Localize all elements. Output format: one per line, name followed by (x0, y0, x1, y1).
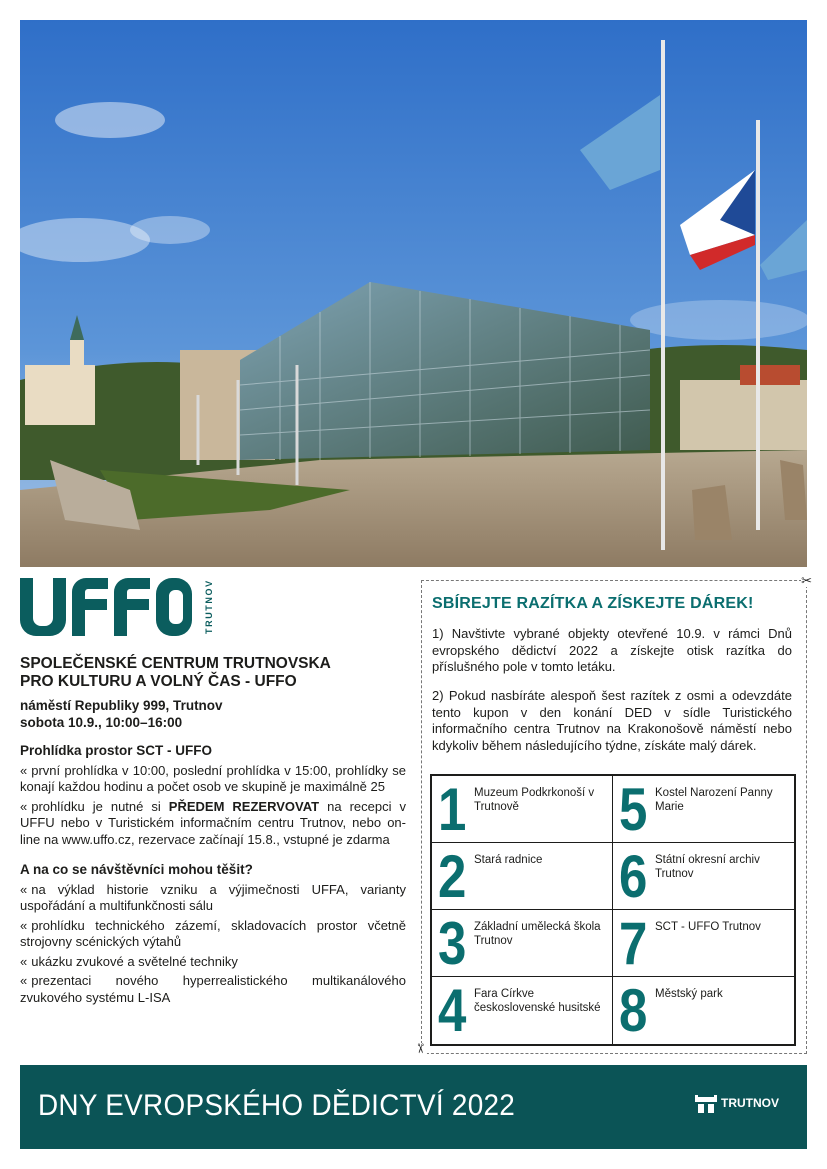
trutnov-logo (695, 1095, 791, 1119)
bullet-mark: « (20, 798, 28, 814)
org-title-line-1: SPOLEČENSKÉ CENTRUM TRUTNOVSKA (20, 655, 331, 672)
expect-item-text: na výklad historie vzniku a výjimečnosti UFFA, varianty uspořádání a multifunkčnosti sálu (20, 881, 406, 913)
event-info (20, 655, 406, 1006)
bullet-mark: « (20, 953, 28, 969)
stamp-number: 6 (619, 843, 648, 910)
town-emblem-icon (695, 1095, 719, 1115)
footer-title: DNY EVROPSKÉHO DĚDICTVÍ 2022 (38, 1089, 516, 1122)
expect-item (20, 954, 406, 971)
event-date: sobota 10.9., 10:00–16:00 (20, 715, 183, 730)
uffo-building-photo (20, 20, 807, 567)
stamp-field[interactable] (613, 977, 794, 1044)
stamp-number: 4 (438, 977, 467, 1044)
org-title-line-2: PRO KULTURU A VOLNÝ ČAS - UFFO (20, 673, 297, 690)
stamp-field[interactable] (432, 977, 613, 1044)
tour-bullet-text: na recepci v UFFU nebo v Turistickém informačním centru Trutnov, nebo on-line na www.uffo.cz, rezervace začínají 15.8., vstupné je zdarma (20, 798, 406, 847)
stamp-number: 3 (438, 910, 467, 977)
stamp-location: SCT - UFFO Trutnov (655, 921, 761, 933)
hero-photo (20, 20, 807, 567)
stamp-field[interactable] (613, 843, 794, 910)
tour-bullet-text: prohlídku je nutné si (31, 798, 161, 814)
scissors-icon: ✂ (801, 573, 812, 588)
stamp-number: 2 (438, 843, 467, 910)
stamp-location: Městský park (655, 988, 723, 1000)
uffo-wordmark (20, 578, 192, 636)
bullet-mark: « (20, 762, 28, 778)
expect-item (20, 882, 406, 915)
stamp-field[interactable] (432, 910, 613, 977)
tour-heading: Prohlídka prostor SCT - UFFO (20, 743, 213, 758)
stamp-field[interactable] (432, 776, 613, 843)
stamp-number: 5 (619, 776, 648, 843)
organization-title (20, 655, 406, 691)
stamp-location: Muzeum Podkrkonoší v Trutnově (474, 787, 595, 813)
expect-heading: A na co se návštěvníci mohou těšit? (20, 862, 253, 877)
footer-banner (20, 1065, 807, 1149)
town-name: TRUTNOV (721, 1096, 779, 1110)
stamp-number: 1 (438, 776, 467, 843)
tour-bullet-2 (20, 799, 406, 849)
uffo-logo (20, 578, 220, 640)
stamp-location: Stará radnice (474, 854, 543, 866)
stamp-coupon (412, 573, 812, 1054)
event-place-time (20, 697, 406, 731)
expect-item-text: prezentaci nového hyperrealistického multikanálového zvukového systému L-ISA (20, 973, 406, 1005)
tour-bullet-1 (20, 763, 406, 796)
stamp-field[interactable] (613, 910, 794, 977)
stamp-field[interactable] (432, 843, 613, 910)
stamp-grid (430, 774, 796, 1046)
event-address: náměstí Republiky 999, Trutnov (20, 698, 223, 713)
expect-item-text: ukázku zvukové a světelné techniky (31, 953, 238, 969)
bullet-mark: « (20, 881, 28, 897)
stamp-number: 7 (619, 910, 648, 977)
stamp-field[interactable] (613, 776, 794, 843)
tour-bullet-text: první prohlídka v 10:00, poslední prohlídka v 15:00, prohlídky se konají každou hodinu a počet osob ve skupině je maximálně 25 (20, 762, 406, 794)
bullet-mark: « (20, 973, 28, 988)
expect-item (20, 918, 406, 951)
stamp-location: Základní umělecká škola Trutnov (474, 921, 601, 947)
reservation-emphasis: PŘEDEM REZERVOVAT (168, 798, 320, 814)
stamp-location: Kostel Narození Panny Marie (655, 787, 773, 813)
coupon-title: SBÍREJTE RAZÍTKA A ZÍSKEJTE DÁREK! (432, 595, 754, 612)
logo-subtitle: TRUTNOV (204, 579, 214, 635)
stamp-number: 8 (619, 977, 648, 1044)
stamp-location: Státní okresní archiv Trutnov (655, 854, 760, 880)
bullet-mark: « (20, 917, 28, 933)
coupon-step-2: 2) Pokud nasbíráte alespoň šest razítek z osmi a odevzdáte tento kupon v den konání DED v sídle Turistického informačního centra Trutnov na Krakonošově náměstí nebo kdykoliv během následujícího týdne, získáte malý dárek. (432, 688, 792, 753)
scissors-icon: ✂ (412, 1043, 428, 1054)
expect-item (20, 973, 406, 1006)
stamp-location: Fara Církve československé husitské (474, 988, 601, 1014)
coupon-step-1: 1) Navštivte vybrané objekty otevřené 10.9. v rámci Dnů evropského dědictví 2022 a získejte otisk razítka do příslušného pole v tomto letáku. (432, 626, 792, 674)
expect-item-text: prohlídku technického zázemí, skladovacích prostor včetně strojovny scénických výtahů (20, 917, 406, 949)
